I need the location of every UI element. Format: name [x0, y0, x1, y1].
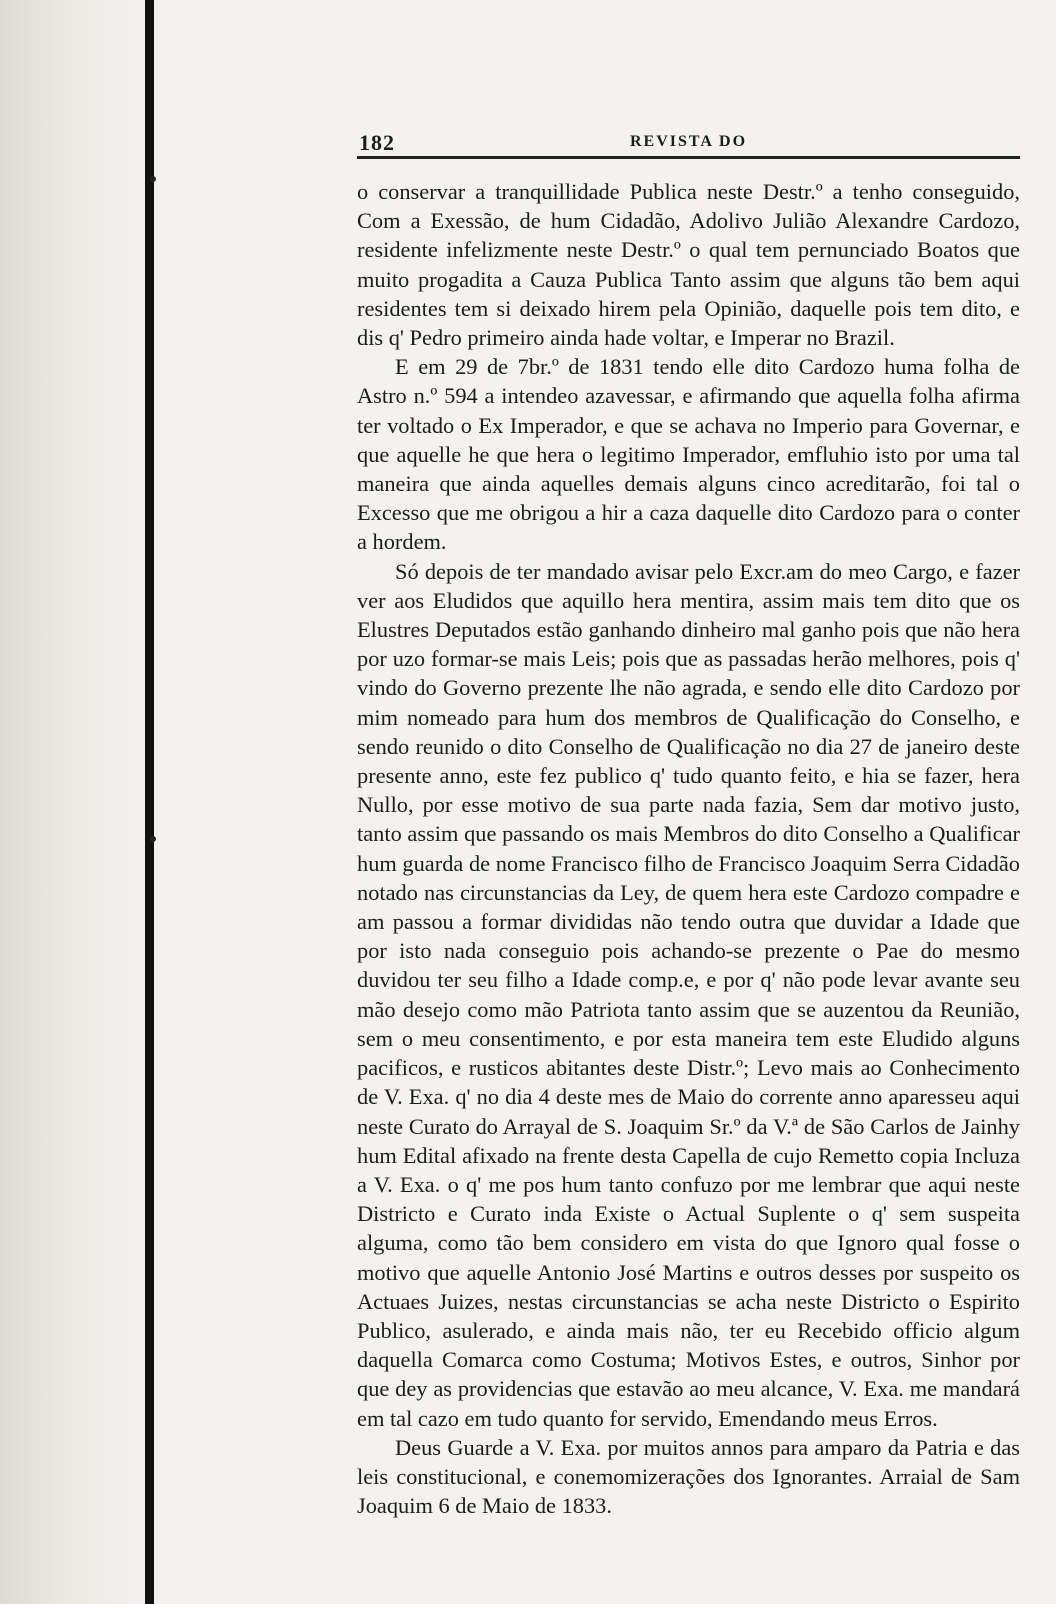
paragraph: o conservar a tranquillidade Publica neste Destr.º a tenho conseguido, Com a Exessão, de hum Cidadão, Adolivo Julião Alexandre Cardozo, residente infelizmente neste Destr.º o qual tem pernunciado Boatos que muito progadita a Cauza Publica Tanto assim que alguns tão bem aqui residentes tem si deixado hirem pela Opinião, daquelle pois tem dito, e dis q' Pedro primeiro ainda hade voltar, e Imperar no Brazil. — [357, 179, 1020, 351]
binding-mark — [150, 836, 156, 842]
document-page — [357, 120, 1020, 1520]
paragraph: Deus Guarde a V. Exa. por muitos annos para amparo da Patria e das leis constitucional, e conemomizerações dos Ignorantes. Arraial de Sam Joaquim 6 de Maio de 1833. — [357, 1434, 1020, 1519]
page-header — [357, 120, 1020, 159]
binding-edge — [145, 0, 154, 1604]
body-text — [357, 177, 1020, 1520]
page-number: 182 — [359, 130, 395, 155]
paragraph: Só depois de ter mandado avisar pelo Excr.am do meo Cargo, e fazer ver aos Eludidos que aquillo hera mentira, assim mais tem dito que os Elustres Deputados estão ganhando dinheiro mal ganho pois que não hera por uzo formar-se mais Leis; pois que as passadas herão melhores, pois q' vindo do Governo prezente lhe não agrada, e sendo elle dito Cardozo por mim nomeado para hum dos membros de Qualificação do Conselho, e sendo reunido o dito Conselho de Qualificação no dia 27 de janeiro deste presente anno, este fez publico q' tudo quanto feito, e hia se fazer, hera Nullo, por esse motivo de sua parte nada fazia, Sem dar motivo justo, tanto assim que passando os mais Membros do dito Conselho a Qualificar hum guarda de nome Francisco filho de Francisco Joaquim Serra Cidadão notado nas circunstancias da Ley, de quem hera este Cardozo compadre e am passou a formar divididas não tendo outra que duvidar a Idade que por isto nada conseguio pois achando-se prezente o Pae do mesmo duvidou ter seu filho a Idade comp.e, e por q' não pode levar avante seu mão desejo como mão Patriota tanto assim que se auzentou da Reunião, sem o meu consentimento, e por esta maneira tem este Eludido alguns pacificos, e rusticos abitantes deste Distr.º; Levo mais ao Conhecimento de V. Exa. q' no dia 4 deste mes de Maio do corrente anno aparesseu aqui neste Curato do Arrayal de S. Joaquim Sr.º da V.ª de São Carlos de Jainhy hum Edital afixado na frente desta Capella de cujo Remetto copia Incluza a V. Exa. o q' me pos hum tanto confuzo por me lembrar que aqui neste Districto e Curato inda Existe o Actual Suplente o q' sem suspeita alguma, como tão bem considero em vista do que Ignoro qual fosse o motivo que aquelle Antonio José Martins e outros desses por suspeito os Actuaes Juizes, nestas circunstancias se acha neste Districto o Espirito Publico, asulerado, e ainda mais não, ter eu Recebido officio algum daquella Comarca como Costuma; Motivos Estes, e outros, Sinhor por que dey as providencias que estavão ao meu alcance, V. Exa. me mandará em tal cazo em tudo quanto for servido, Emendando meus Erros. — [357, 558, 1020, 1431]
running-head: REVISTA DO — [629, 133, 748, 150]
paragraph: E em 29 de 7br.º de 1831 tendo elle dito Cardozo huma folha de Astro n.º 594 a intendeo azavessar, e afirmando que aquella folha afirma ter voltado o Ex Imperador, e que se achava no Imperio para Governar, e que aquelle he que hera o legitimo Imperador, emfluhio isto por uma tal maneira que ainda aquelles demais alguns cinco acreditarão, foi tal o Excesso que me obrigou a hir a caza daquelle dito Cardozo para o conter a hordem. — [357, 354, 1020, 555]
binding-gutter — [0, 0, 158, 1604]
binding-mark — [150, 176, 156, 182]
